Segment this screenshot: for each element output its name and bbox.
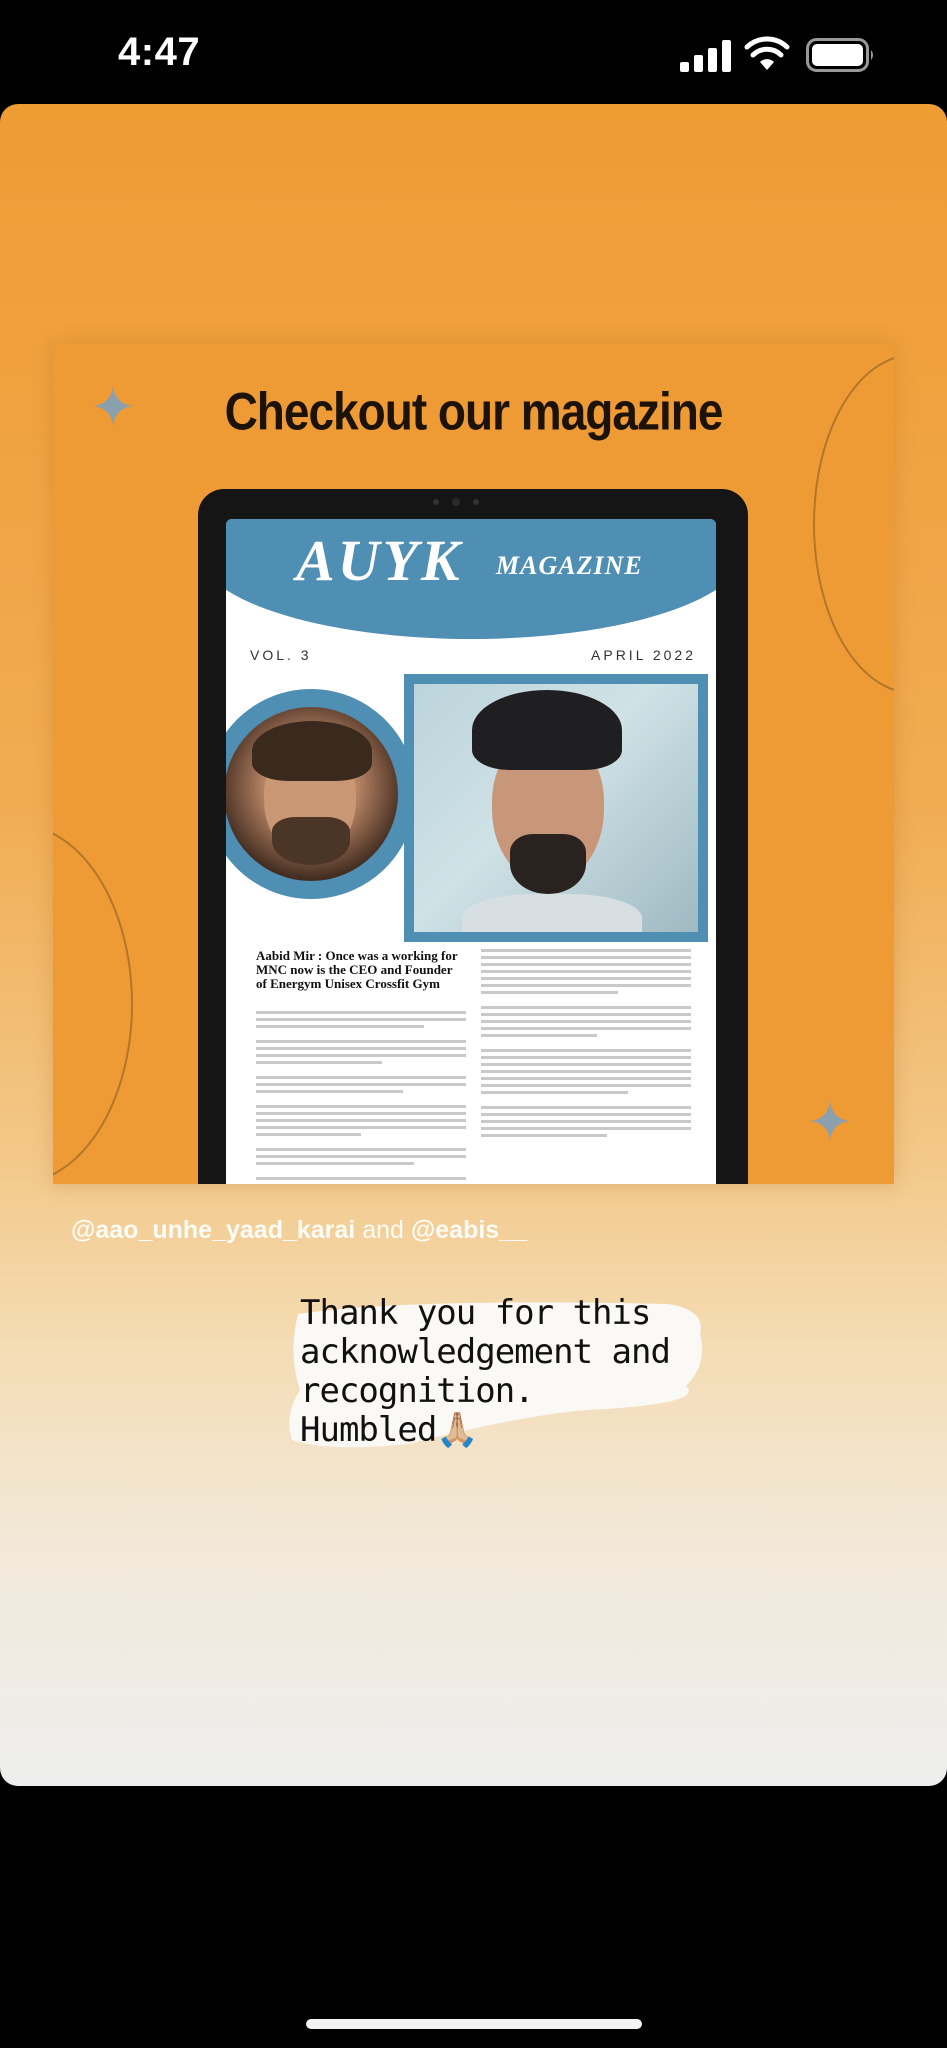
mention-username-1[interactable]: @aao_unhe_yaad_karai xyxy=(71,1216,356,1244)
home-indicator[interactable] xyxy=(306,2019,642,2029)
tablet-mockup xyxy=(198,489,748,1184)
beard-shape xyxy=(510,834,586,894)
magazine-issue-date: APRIL 2022 xyxy=(591,647,696,663)
article-text-right xyxy=(481,949,691,1141)
article-title: Aabid Mir : Once was a working for MNC now is the CEO and Founder of Energym Unisex Crossfit Gym xyxy=(256,948,458,991)
tablet-camera xyxy=(426,497,486,507)
wifi-icon xyxy=(744,36,790,72)
magazine-label: MAGAZINE xyxy=(496,551,643,580)
magazine-cover xyxy=(226,519,716,1184)
battery-icon xyxy=(806,38,876,72)
portrait-photo-frame xyxy=(404,674,708,942)
article-text-left xyxy=(256,1011,466,1184)
shared-post[interactable] xyxy=(53,344,894,1184)
portrait-image xyxy=(414,684,698,932)
magazine-header xyxy=(226,519,716,639)
mention-line xyxy=(71,1216,527,1245)
cellular-signal-icon xyxy=(680,40,732,72)
beard-shape xyxy=(272,817,350,865)
portrait-photo-circle xyxy=(226,689,416,899)
portrait-image xyxy=(226,707,398,881)
story-caption: Thank you for this acknowledgement and recognition. Humbled🙏🏼 xyxy=(300,1293,670,1450)
mention-username-2[interactable]: @eabis__ xyxy=(410,1216,528,1244)
status-time: 4:47 xyxy=(118,30,201,74)
post-title: Checkout our magazine xyxy=(224,381,723,441)
magazine-volume: VOL. 3 xyxy=(250,647,312,663)
decorative-arc xyxy=(53,824,133,1184)
mention-joiner: and xyxy=(362,1216,404,1244)
shirt-shape xyxy=(462,894,642,932)
sparkle-icon xyxy=(93,386,133,426)
magazine-name: AUYK xyxy=(296,528,463,593)
status-bar xyxy=(0,0,947,104)
story-card[interactable] xyxy=(0,104,947,1786)
hair-shape xyxy=(472,690,622,770)
hair-shape xyxy=(252,721,372,781)
sparkle-icon xyxy=(810,1101,850,1141)
